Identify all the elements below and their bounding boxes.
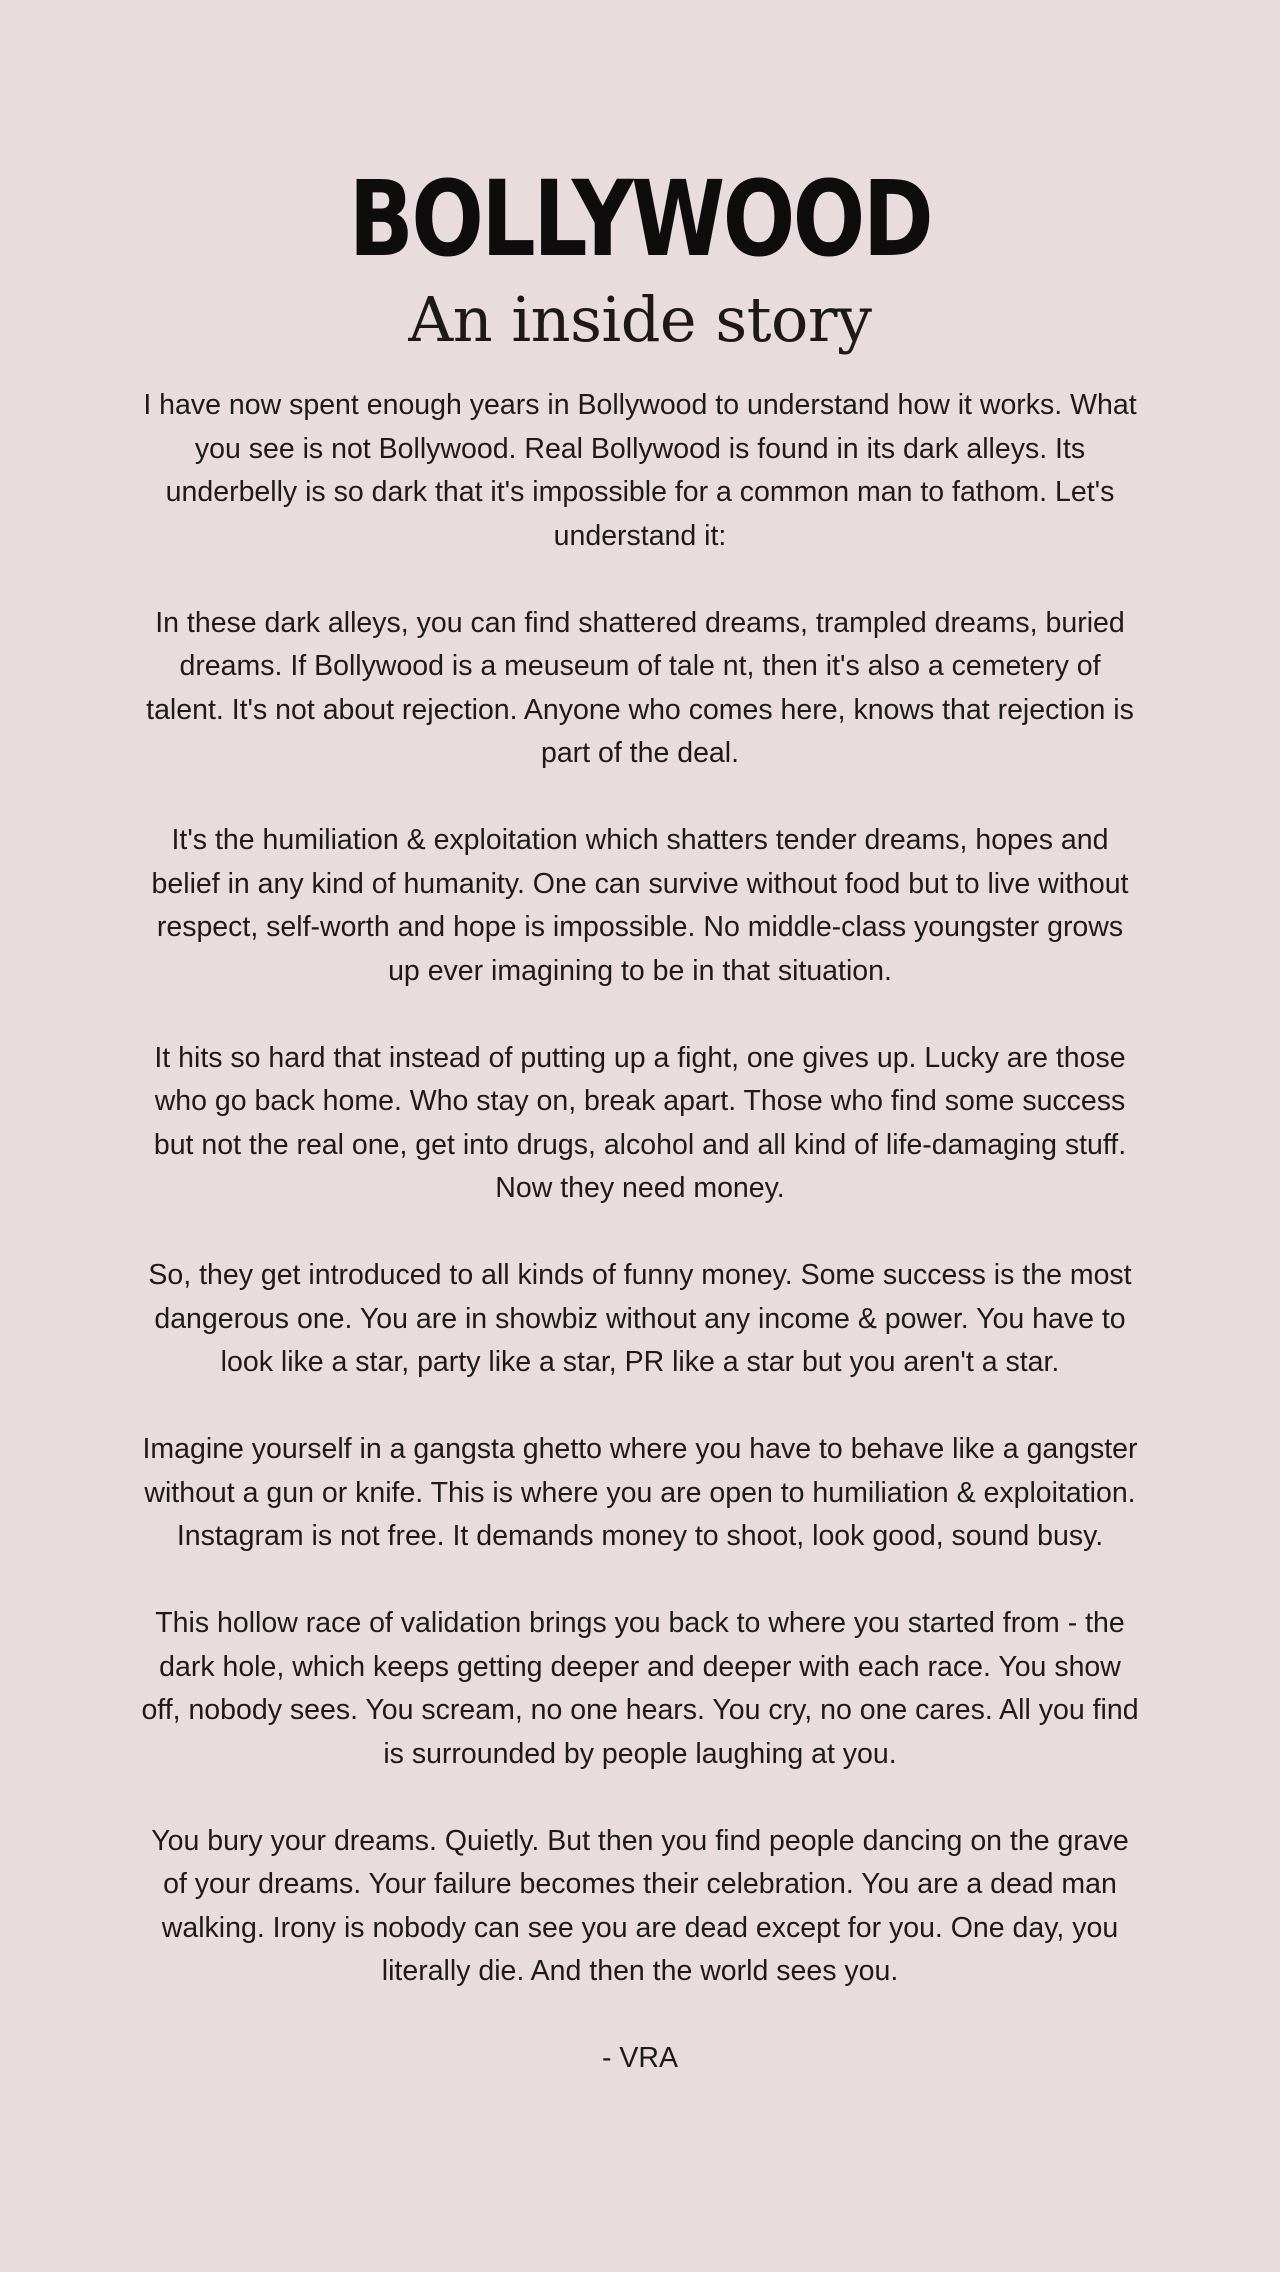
paragraph-3: It's the humiliation & exploitation which shatters tender dreams, hopes and belief in any kind of humanity. One can survive without food but to live without respect, self-worth and hope is impossible. No middle-class youngster grows up ever imagining to be in that situation. [151, 824, 1129, 987]
paragraph-6: Imagine yourself in a gangsta ghetto where you have to behave like a gangster without a gun or knife. This is where you are open to humiliation & exploitation. Instagram is not free. It demands money to shoot, look good, sound busy. [142, 1433, 1138, 1552]
paragraph-4: It hits so hard that instead of putting up a fight, one gives up. Lucky are those who go back home. Who stay on, break apart. Those who find some success but not the real one, get into drugs, alcohol and all kind of life-damaging stuff. Now they need money. [153, 1041, 1127, 1204]
paragraph-8: You bury your dreams. Quietly. But then you find people dancing on the grave of your dreams. Your failure becomes their celebration. You are a dead man walking. Irony is nobody can see you are dead except for you. One day, you literally die. And then the world sees you. [151, 1824, 1129, 1987]
paragraph-5: So, they get introduced to all kinds of funny money. Some success is the most dangerous one. You are in showbiz without any income & power. You have to look like a star, party like a star, PR like a star but you aren't a star. [148, 1259, 1132, 1378]
paragraph-7: This hollow race of validation brings you back to where you started from - the dark hole, which keeps getting deeper and deeper with each race. You show off, nobody sees. You scream, no one hears. You cry, no one cares. All you find is surrounded by people laughing at you. [141, 1607, 1139, 1770]
paragraph-1: I have now spent enough years in Bollywood to understand how it works. What you see is not Bollywood. Real Bollywood is found in its dark alleys. Its underbelly is so dark that it's impossible for a common man to fathom. Let's understand it: [143, 389, 1137, 552]
document-subtitle: An inside story [408, 283, 872, 356]
author-signature: - VRA [601, 2042, 678, 2074]
document-title: BOLLYWOOD [348, 158, 932, 280]
paragraph-2: In these dark alleys, you can find shattered dreams, trampled dreams, buried dreams. If Bollywood is a meuseum of tale nt, then it's also a cemetery of talent. It's not about rejection. Anyone who comes here, knows that rejection is part of the deal. [146, 606, 1134, 769]
